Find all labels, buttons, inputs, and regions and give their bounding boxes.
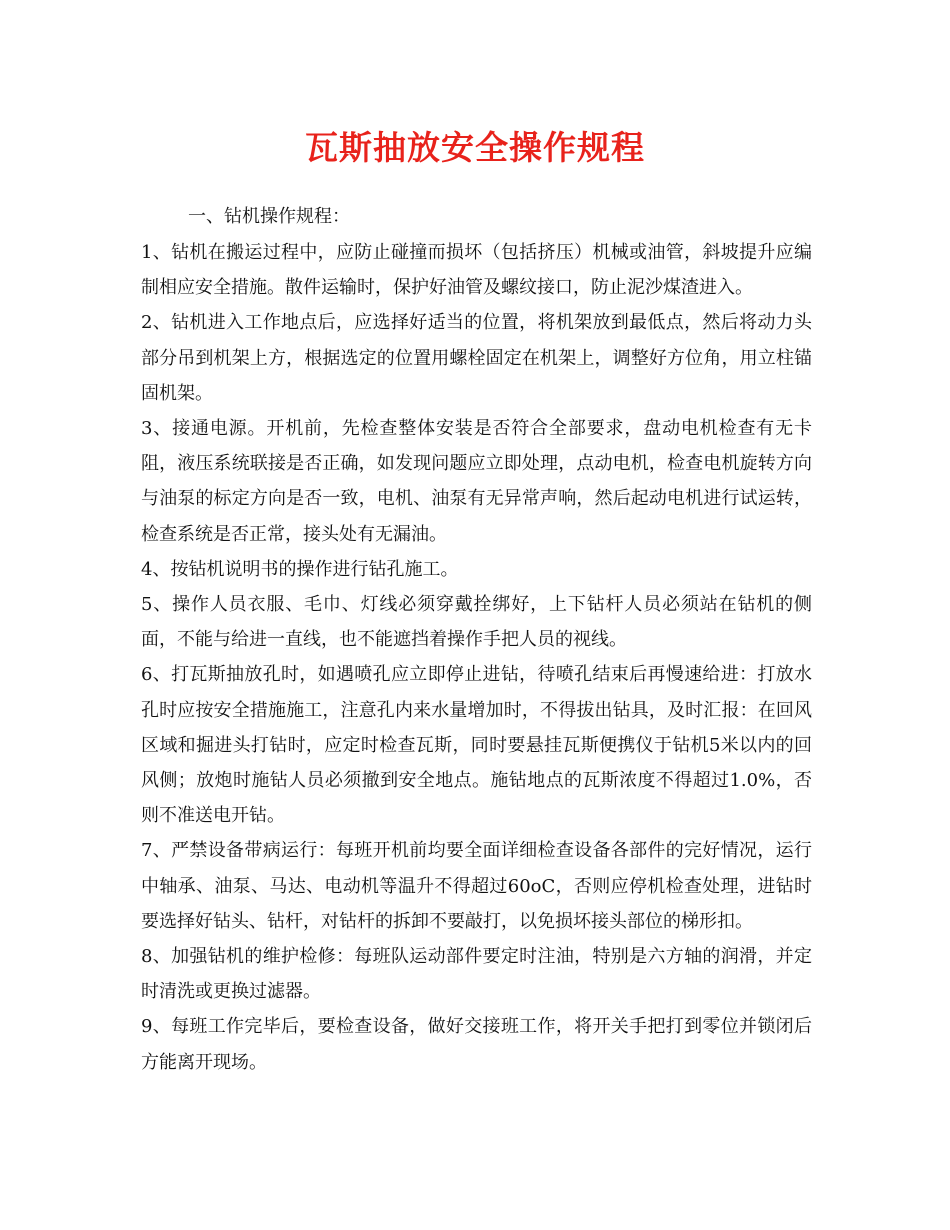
- paragraph-1: 1、钻机在搬运过程中，应防止碰撞而损坏（包括挤压）机械或油管，斜坡提升应编制相应安全措施。散件运输时，保护好油管及螺纹接口，防止泥沙煤渣进入。: [141, 242, 812, 299]
- paragraph-3: 3、接通电源。开机前，先检查整体安装是否符合全部要求，盘动电机检查有无卡阻，液压系统联接是否正确，如发现问题应立即处理，点动电机，检查电机旋转方向与油泵的标定方向是否一致，电机、油泵有无异常声响，然后起动电机进行试运转，检查系统是否正常，接头处有无漏油。: [141, 418, 812, 545]
- document-body: [141, 235, 812, 1080]
- document-title: 瓦斯抽放安全操作规程: [305, 128, 645, 167]
- paragraph-5: 5、操作人员衣服、毛巾、灯线必须穿戴拴绑好，上下钻杆人员必须站在钻机的侧面，不能与给进一直线，也不能遮挡着操作手把人员的视线。: [141, 594, 812, 651]
- paragraph-8: 8、加强钻机的维护检修：每班队运动部件要定时注油，特别是六方轴的润滑，并定时清洗或更换过滤器。: [141, 946, 812, 1003]
- paragraph-6: 6、打瓦斯抽放孔时，如遇喷孔应立即停止进钻，待喷孔结束后再慢速给进：打放水孔时应按安全措施施工，注意孔内来水量增加时，不得拔出钻具，及时汇报：在回风区域和掘进头打钻时，应定时检查瓦斯，同时要悬挂瓦斯便携仪于钻机5米以内的回风侧；放炮时施钻人员必须撤到安全地点。施钻地点的瓦斯浓度不得超过1.0%，否则不准送电开钻。: [141, 664, 812, 827]
- paragraph-7: 7、严禁设备带病运行：每班开机前均要全面详细检查设备各部件的完好情况，运行中轴承、油泵、马达、电动机等温升不得超过60oC，否则应停机检查处理，进钻时要选择好钻头、钻杆，对钻杆的拆卸不要敲打，以免损坏接头部位的梯形扣。: [141, 840, 812, 932]
- paragraph-4: 4、按钻机说明书的操作进行钻孔施工。: [141, 558, 459, 580]
- paragraph-2: 2、钻机进入工作地点后，应选择好适当的位置，将机架放到最低点，然后将动力头部分吊到机架上方，根据选定的位置用螺栓固定在机架上，调整好方位角，用立柱锚固机架。: [141, 312, 812, 404]
- section-heading: 一、钻机操作规程：: [188, 206, 350, 227]
- paragraph-9: 9、每班工作完毕后，要检查设备，做好交接班工作，将开关手把打到零位并锁闭后方能离开现场。: [141, 1016, 812, 1073]
